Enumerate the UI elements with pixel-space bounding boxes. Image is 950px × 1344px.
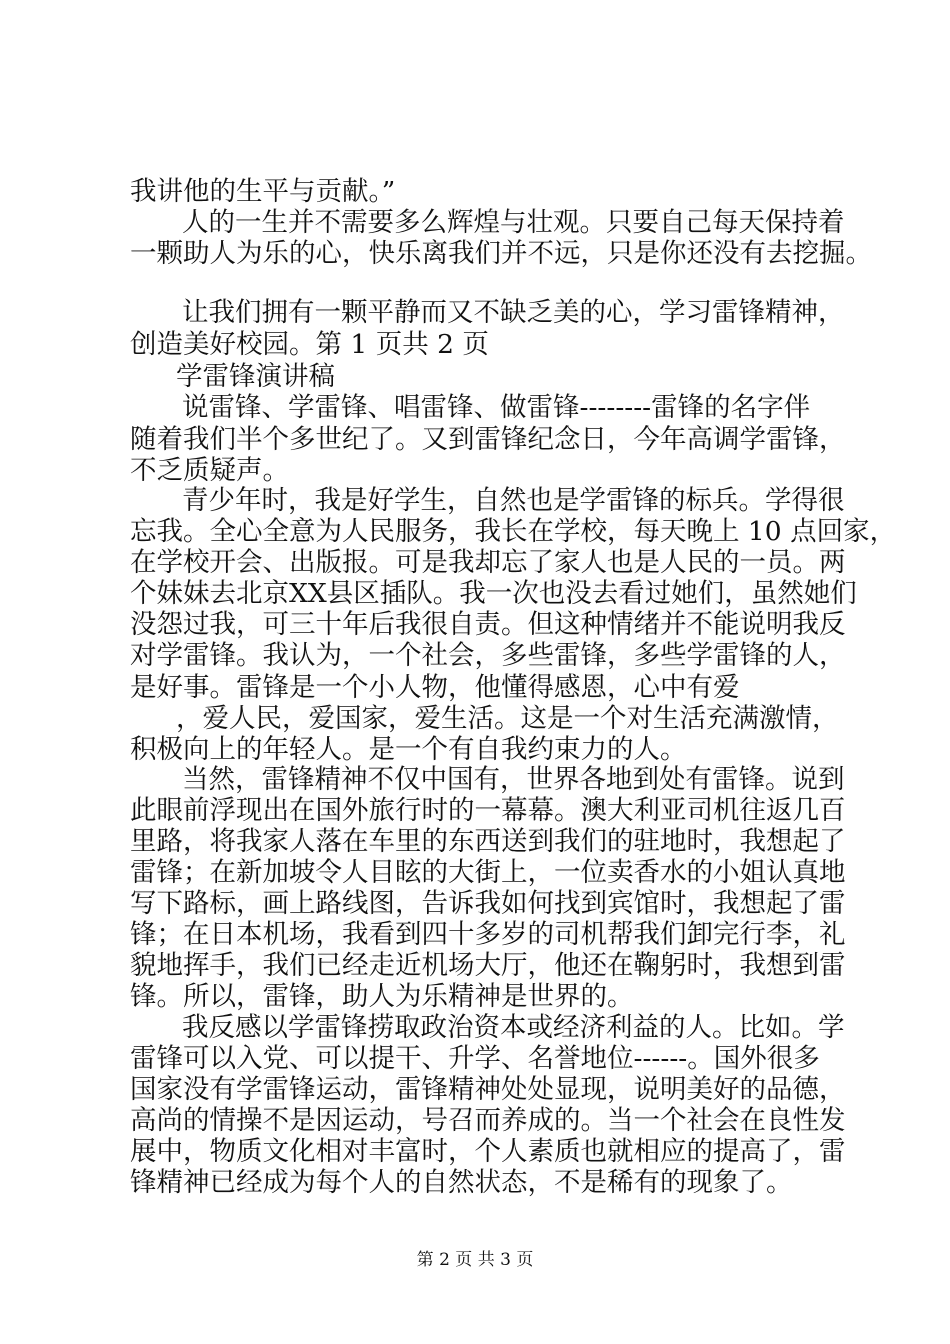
- text-line: ，爱人民，爱国家，爱生活。这是一个对生活充满激情，: [176, 703, 839, 734]
- text-line: 对学雷锋。我认为，一个社会，多些雷锋，多些学雷锋的人，: [130, 640, 846, 671]
- text-line: 没怨过我，可三十年后我很自责。但这种情绪并不能说明我反: [130, 609, 846, 640]
- text-line: 高尚的情操不是因运动，号召而养成的。当一个社会在良性发: [130, 1105, 846, 1136]
- text-line: 写下路标，画上路线图，告诉我如何找到宾馆时，我想起了雷: [130, 888, 846, 919]
- text-line: 国家没有学雷锋运动，雷锋精神处处显现，说明美好的品德，: [130, 1074, 846, 1105]
- text-line: 展中，物质文化相对丰富时，个人素质也就相应的提高了，雷: [130, 1136, 846, 1167]
- text-line: 锋；在日本机场，我看到四十多岁的司机帮我们卸完行李，礼: [130, 919, 846, 950]
- text-line: 当然，雷锋精神不仅中国有，世界各地到处有雷锋。说到: [182, 764, 845, 795]
- text-line: 积极向上的年轻人。是一个有自我约束力的人。: [130, 734, 687, 765]
- text-line: 一颗助人为乐的心，快乐离我们并不远，只是你还没有去挖掘。: [130, 238, 872, 269]
- text-line: 让我们拥有一颗平静而又不缺乏美的心，学习雷锋精神，: [182, 297, 845, 328]
- text-line: 锋精神已经成为每个人的自然状态，不是稀有的现象了。: [130, 1167, 793, 1198]
- text-line: 随着我们半个多世纪了。又到雷锋纪念日，今年高调学雷锋，: [130, 424, 846, 455]
- text-line: 是好事。雷锋是一个小人物，他懂得感恩，心中有爱: [130, 672, 740, 703]
- text-line: 创造美好校园。第 1 页共 2 页: [130, 329, 489, 360]
- text-line: 我讲他的生平与贡献。”: [130, 176, 396, 207]
- text-line: 不乏质疑声。: [130, 455, 289, 486]
- text-line: 锋。所以，雷锋，助人为乐精神是世界的。: [130, 981, 634, 1012]
- text-line: 此眼前浮现出在国外旅行时的一幕幕。澳大利亚司机往返几百: [130, 795, 846, 826]
- text-line: 人的一生并不需要多么辉煌与壮观。只要自己每天保持着: [182, 207, 845, 238]
- text-line: 雷锋；在新加坡令人目眩的大街上，一位卖香水的小姐认真地: [130, 857, 846, 888]
- page-footer: 第 2 页 共 3 页: [416, 1250, 534, 1270]
- text-line: 说雷锋、学雷锋、唱雷锋、做雷锋--------雷锋的名字伴: [182, 392, 811, 423]
- text-line: 个妹妹去北京XX县区插队。我一次也没去看过她们，虽然她们: [130, 578, 857, 609]
- text-line: 青少年时，我是好学生，自然也是学雷锋的标兵。学得很: [182, 485, 845, 516]
- text-line: 忘我。全心全意为人民服务，我长在学校，每天晚上 10 点回家，: [130, 516, 897, 547]
- text-line: 我反感以学雷锋捞取政治资本或经济利益的人。比如。学: [182, 1012, 845, 1043]
- text-line: 在学校开会、出版报。可是我却忘了家人也是人民的一员。两: [130, 547, 846, 578]
- section-title: 学雷锋演讲稿: [176, 361, 335, 392]
- text-line: 雷锋可以入党、可以提干、升学、名誉地位------。国外很多: [130, 1043, 820, 1074]
- text-line: 里路，将我家人落在车里的东西送到我们的驻地时，我想起了: [130, 826, 846, 857]
- text-line: 貌地挥手，我们已经走近机场大厅，他还在鞠躬时，我想到雷: [130, 950, 846, 981]
